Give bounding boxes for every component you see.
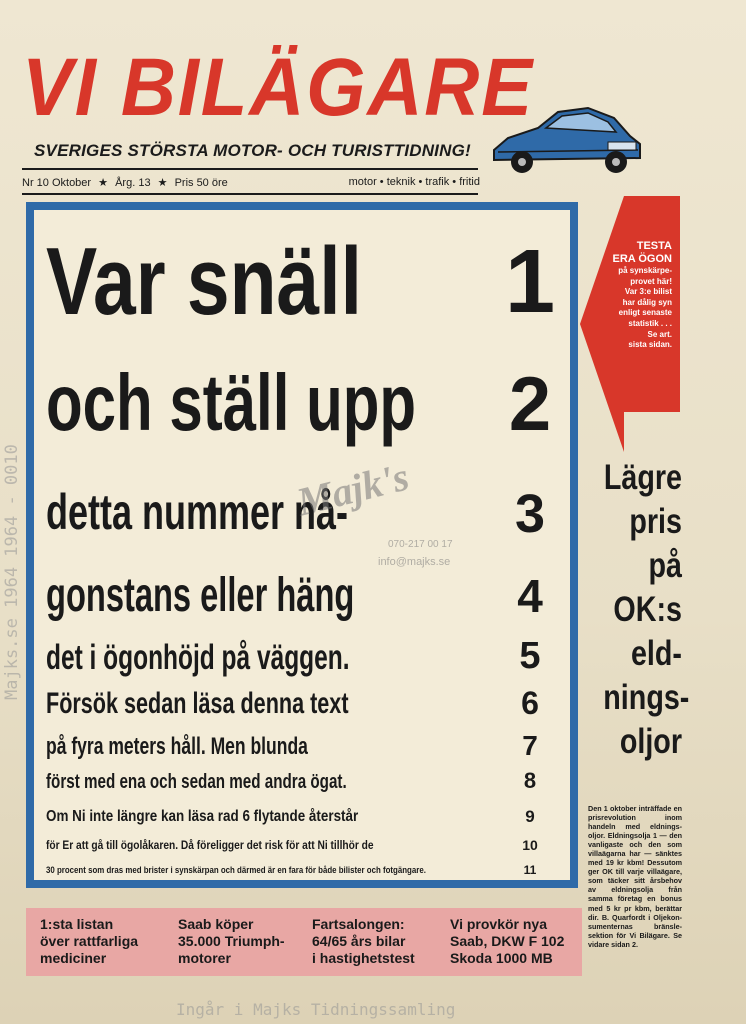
headline-line: oljor <box>619 722 682 761</box>
teaser-text: sista sidan. <box>628 340 672 350</box>
teaser-line: i hastighetstest <box>312 950 415 966</box>
headline-line: pris <box>629 502 682 541</box>
issue-number: Nr 10 Oktober <box>22 177 92 189</box>
headline-line: eld- <box>630 634 682 673</box>
issue-price: Pris 50 öre <box>174 177 228 189</box>
teaser-line: mediciner <box>40 950 107 966</box>
eye-test-line-5: det i ögonhöjd på väggen. <box>46 638 350 677</box>
volume-year: Årg. 13 <box>115 177 151 189</box>
teaser-title: TESTA <box>636 240 672 252</box>
teaser-line: Vi provkör nya <box>450 916 548 932</box>
masthead-title: VI BILÄGARE <box>22 42 534 133</box>
teaser-item-test-drive <box>450 916 564 967</box>
issue-info-bar <box>22 176 480 189</box>
eye-test-line-3: detta nummer nå- <box>46 484 349 540</box>
watermark-side-text: Majks.se 1964 1964 - 0010 <box>2 444 22 700</box>
watermark-email: info@majks.se <box>378 556 451 568</box>
eye-test-number-8: 8 <box>523 768 537 793</box>
headline-line: nings- <box>603 678 690 717</box>
headline-line: på <box>648 546 682 585</box>
eye-test-number-2: 2 <box>508 362 552 447</box>
teaser-line: Fartsalongen: <box>312 916 405 932</box>
eye-test-number-11: 11 <box>523 863 537 877</box>
teaser-text: på synskärpe- <box>618 266 672 275</box>
eye-test-line-4: gonstans eller häng <box>46 569 355 622</box>
teaser-text: statistik . . . <box>628 318 672 328</box>
side-article-body: Den 1 oktober inträffade en prisrevolution inom handeln med eldnings-oljor. Eldningsolja 1 — den vanligaste och den som villaägarna har — sänktes med 19 kr kbm! Dessutom ger OK till varje villaägare, som täcker sitt årsbehov av eldningsolja från samma företag en bonus med 5 kr pr kbm, berättar dir. B. Quarfordt i Oljekon-sumenternas bränsle-sektion för Vi Bilägare. Se vidare sidan 2. <box>588 804 682 949</box>
divider <box>22 168 478 170</box>
watermark-logo-text: Majk's <box>292 453 414 525</box>
teaser-line: motorer <box>178 950 231 966</box>
teaser-item-speed-test <box>312 916 415 967</box>
eye-test-line-7: på fyra meters håll. Men blunda <box>46 733 308 760</box>
eye-test-number-7: 7 <box>522 730 538 761</box>
watermark-phone: 070-217 00 17 <box>388 539 453 550</box>
eye-test-teaser <box>600 240 672 351</box>
eye-test-number-4: 4 <box>517 570 543 622</box>
teaser-line: Saab köper <box>178 916 254 932</box>
teaser-title: ERA ÖGON <box>612 253 672 265</box>
eye-test-line-2: och ställ upp <box>46 358 417 447</box>
eye-test-line-8: först med ena och sedan med andra ögat. <box>46 771 347 793</box>
eye-test-line-6: Försök sedan läsa denna text <box>46 687 349 720</box>
eye-test-line-10: för Er att gå till ögolåkaren. Då föreligger det risk för att Ni tillhör de <box>46 838 374 852</box>
teaser-line: Skoda 1000 MB <box>450 950 553 966</box>
side-article-headline <box>603 456 690 764</box>
teaser-item-medications <box>40 916 138 967</box>
teaser-text: Var 3:e bilist <box>624 287 672 297</box>
eye-test-line-11: 30 procent som dras med brister i synskärpan och därmed är en fara för både bilister och fotgängare. <box>46 865 426 876</box>
star-separator: ★ <box>98 177 109 189</box>
teaser-line: 35.000 Triumph- <box>178 933 285 949</box>
headline-line: Lägre <box>603 458 682 497</box>
star-separator: ★ <box>157 177 168 189</box>
teaser-line: över rattfarliga <box>40 933 139 949</box>
watermark-bottom-text: Ingår i Majks Tidningssamling <box>176 1000 456 1019</box>
eye-test-line-9: Om Ni inte längre kan läsa rad 6 flytande återstår <box>46 808 359 825</box>
eye-test-number-1: 1 <box>504 232 556 332</box>
eye-test-number-6: 6 <box>521 685 539 721</box>
topics: motor • teknik • trafik • fritid <box>348 176 480 188</box>
eye-test-line-1: Var snäll <box>46 228 362 335</box>
teaser-item-saab <box>178 916 285 967</box>
eye-test-number-9: 9 <box>525 807 535 826</box>
divider <box>22 193 478 195</box>
headline-line: OK:s <box>613 590 682 629</box>
teaser-text: har dålig syn <box>622 297 672 307</box>
teaser-text: provet här! <box>630 276 672 286</box>
teaser-line: 1:sta listan <box>40 916 114 932</box>
eye-test-number-5: 5 <box>519 635 541 677</box>
eye-test-number-10: 10 <box>522 837 538 853</box>
teaser-line: Saab, DKW F 102 <box>450 933 565 949</box>
teaser-text: enligt senaste <box>618 308 672 318</box>
masthead-tagline: SVERIGES STÖRSTA MOTOR- OCH TURISTTIDNING! <box>34 141 471 160</box>
eye-test-number-3: 3 <box>514 484 546 544</box>
watermark-logo <box>292 450 462 580</box>
bottom-teaser-strip <box>26 908 582 976</box>
teaser-line: 64/65 års bilar <box>312 933 406 949</box>
car-illustration <box>488 98 646 180</box>
teaser-text: Se art. <box>647 329 672 339</box>
